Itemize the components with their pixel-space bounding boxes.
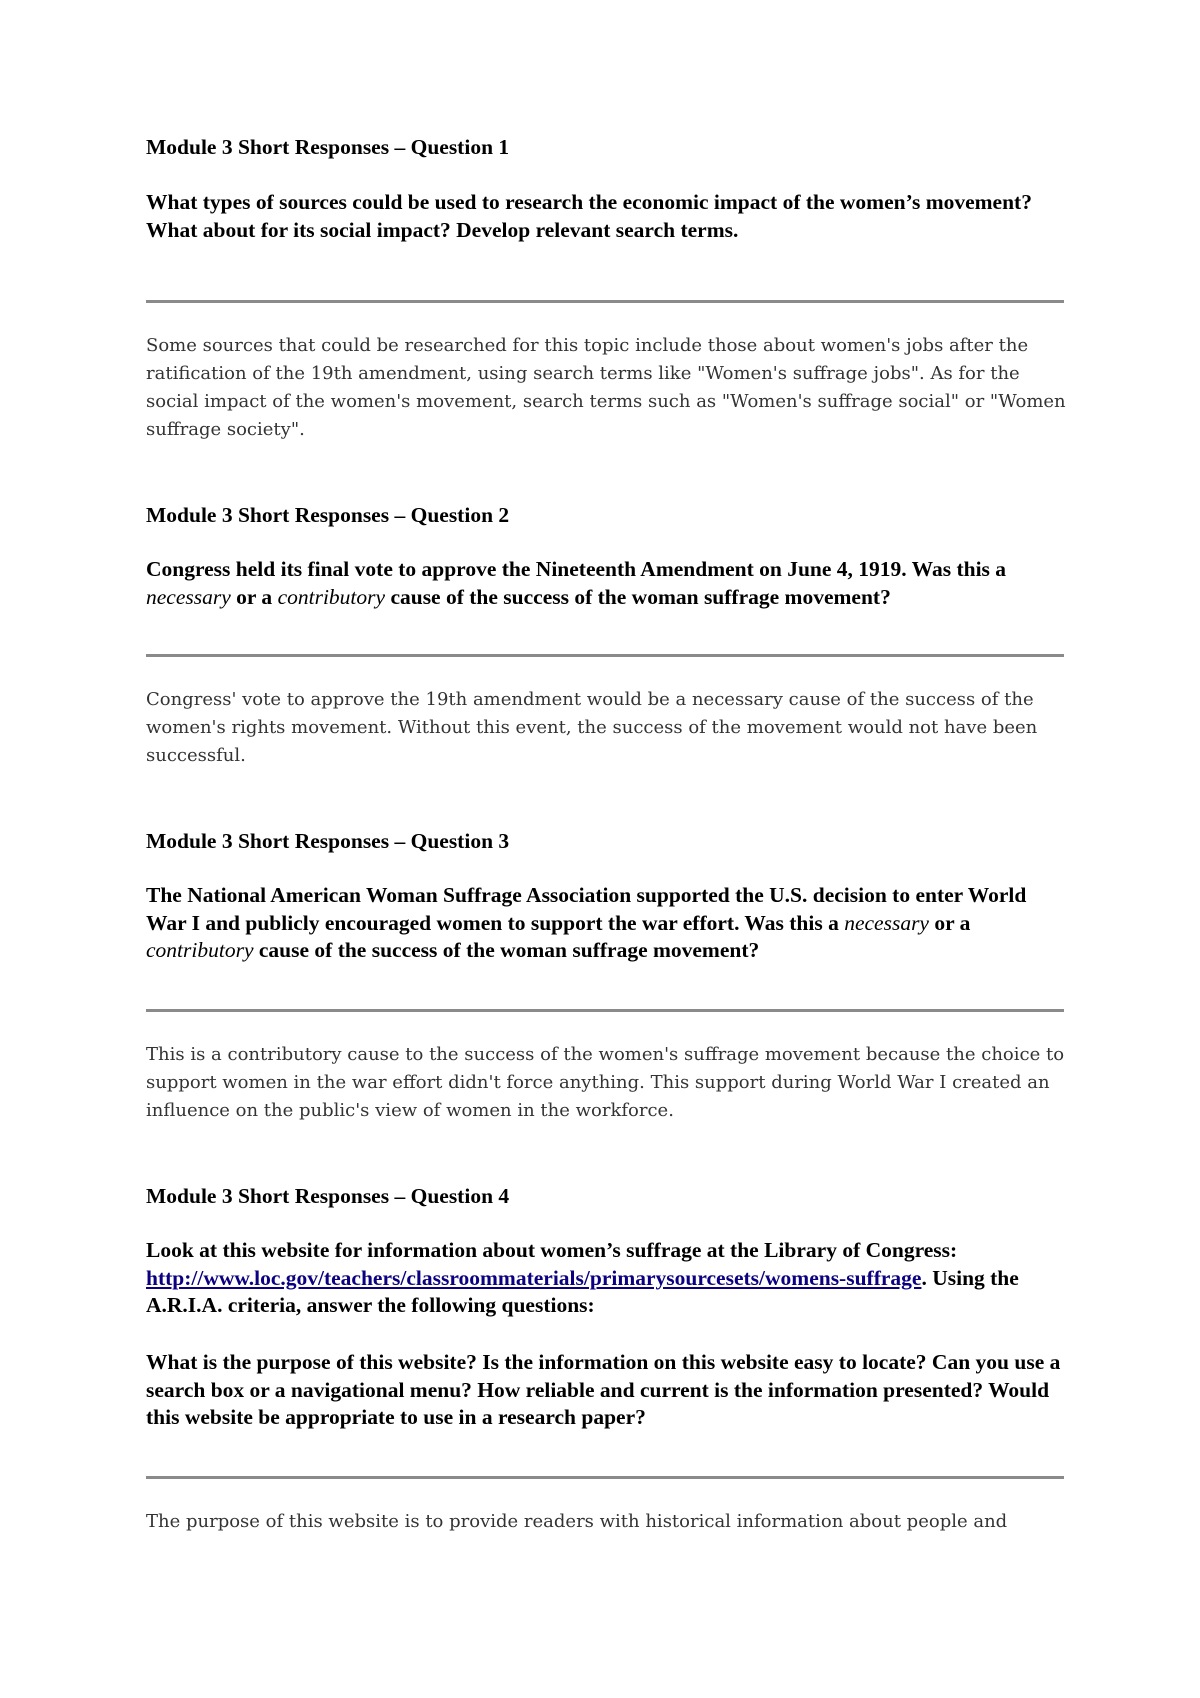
loc-website-link[interactable]: http://www.loc.gov/teachers/classroommaterials/primarysourcesets/womens-suffrage — [146, 1265, 922, 1290]
question-text-part: cause of the success of the woman suffrage movement? — [253, 938, 760, 962]
question-text-part: or a — [928, 910, 971, 935]
question-text: What types of sources could be used to research the economic impact of the women’s movement? What about for its social impact? Develop relevant search terms. — [146, 190, 1032, 242]
answer-text: Some sources that could be researched for this topic include those about women's jobs after the ratification of the 19th amendment, using search terms like "Women's suffrage jobs". As for the social impact of the women's movement, search terms such as "Women's suffrage social" or "Women suffrage society". — [146, 335, 1066, 440]
question-text-part: or a — [230, 584, 278, 609]
question-text-part: Congress held its final vote to approve the Nineteenth Amendment on June 4, 1919. Was this a — [146, 557, 1007, 581]
answer-text: This is a contributory cause to the success of the women's suffrage movement because the choice to support women in the war effort didn't force anything. This support during World War I created an influence on the public's view of women in the workforce. — [146, 1044, 1065, 1121]
question-text-part: cause of the success of the woman suffrage movement? — [385, 584, 891, 609]
question-text-part: . Using the A.R.I.A. criteria, answer the following questions: — [146, 1265, 1019, 1317]
answer-text: The purpose of this website is to provide readers with historical information about people and — [146, 1511, 1008, 1532]
question-text — [146, 556, 1066, 611]
horizontal-rule — [146, 300, 1064, 303]
horizontal-rule — [146, 1476, 1064, 1479]
question-text-followup: What is the purpose of this website? Is the information on this website easy to locate? Can you use a search box or a navigational menu? How reliable and current is the information presented? Would this website be appropriate to use in a research paper? — [146, 1350, 1061, 1429]
question-text — [146, 1237, 1066, 1320]
answer-text: Congress' vote to approve the 19th amendment would be a necessary cause of the success of the women's rights movement. Without this event, the success of the movement would not have been successful. — [146, 689, 1038, 766]
section-heading: Module 3 Short Responses – Question 4 — [146, 1184, 510, 1208]
question-text-part: Look at this website for information about women’s suffrage at the Library of Congress: — [146, 1238, 958, 1262]
section-heading: Module 3 Short Responses – Question 1 — [146, 135, 510, 159]
horizontal-rule — [146, 654, 1064, 657]
italic-term-contributory: contributory — [146, 938, 254, 962]
italic-term-necessary: necessary — [844, 910, 929, 935]
section-heading: Module 3 Short Responses – Question 3 — [146, 829, 510, 853]
question-text-part: The National American Woman Suffrage Association supported the U.S. decision to enter World War I and publicly encouraged women to support the war effort. Was this a — [146, 883, 1027, 935]
section-heading: Module 3 Short Responses – Question 2 — [146, 503, 510, 527]
italic-term-contributory: contributory — [277, 584, 386, 609]
italic-term-necessary: necessary — [146, 584, 231, 609]
question-text — [146, 882, 1066, 965]
horizontal-rule — [146, 1009, 1064, 1012]
